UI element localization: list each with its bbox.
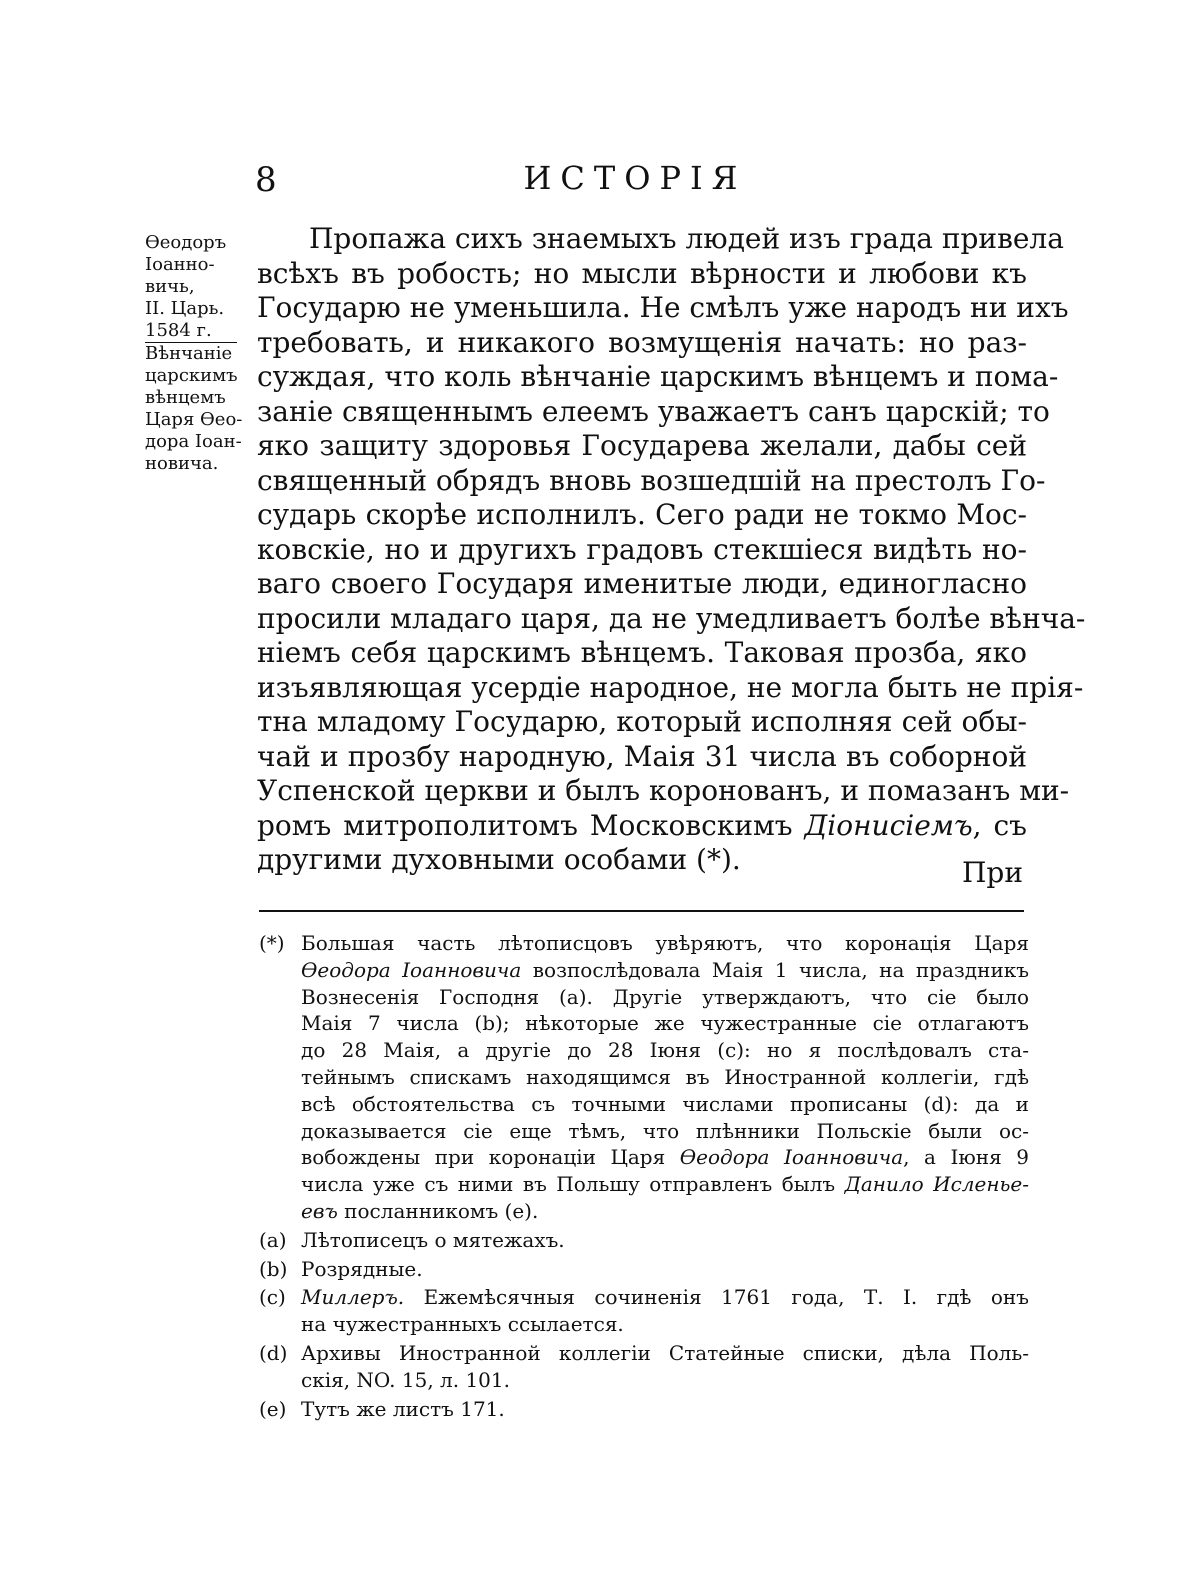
footnote-mark: (a): [259, 1227, 287, 1252]
margin-note-line: дора Іоан-: [145, 431, 242, 452]
footnote-line: на чужестранныхъ ссылается.: [301, 1312, 624, 1337]
footnote-mark: (b): [259, 1256, 288, 1281]
footnote-mark: (c): [259, 1285, 286, 1310]
footnote-d: [259, 1340, 1029, 1394]
text-line: сударь скорѣе исполнилъ. Сего ради не токмо Мос-: [257, 498, 1027, 531]
text-line: требовать, и никакого возмущенія начать: но раз-: [257, 325, 1027, 359]
page-number: 8: [255, 160, 277, 200]
footnote-line: Большая часть лѣтописцовъ увѣряютъ, что коронація Царя: [301, 931, 1029, 955]
italic-name: Ѳеодора Іоанновича: [301, 957, 522, 982]
footnote-line: [301, 1198, 1029, 1225]
footnote-line: [301, 1171, 1029, 1198]
text-segment: вобождены при коронаціи Царя: [301, 1145, 666, 1170]
text-line: священный обрядъ вновь возшедшій на престолъ Го-: [257, 463, 1046, 497]
text-segment: числа уже съ ними въ Польшу отправленъ былъ: [301, 1172, 836, 1197]
text-line: изъявляющая усердіе народное, не могла быть не прія-: [257, 670, 1084, 704]
italic-name: евъ: [301, 1198, 338, 1223]
text-segment: Ежемѣсячныя сочиненія 1761 года, Т. I. гдѣ онъ: [423, 1285, 1029, 1310]
text-line: заніе священнымъ елеемъ уважаетъ санъ царскій; то: [257, 394, 1050, 428]
text-segment: , а Іюня 9: [903, 1145, 1029, 1170]
footnote-body: [301, 930, 1029, 1225]
footnote-line: всѣ обстоятельства съ точными числами прописаны (d): да и: [301, 1091, 1029, 1116]
footnote-mark: (d): [259, 1340, 288, 1365]
footnote-line: [301, 957, 1029, 984]
text-line: чай и прозбу народную, Маія 31 числа въ соборной: [257, 739, 1027, 773]
italic-name: Діонисіемъ: [804, 808, 973, 842]
margin-note-line: вѣнцемъ: [145, 387, 226, 408]
margin-note-year: 1584 г.: [145, 320, 237, 343]
footnote-body: [301, 1256, 1029, 1283]
text-line: просили младаго царя, да не умедливаетъ болѣе вѣнча-: [257, 601, 1086, 635]
footnote-line: Тутъ же листъ 171.: [301, 1396, 505, 1421]
main-text: [257, 222, 1086, 878]
footnote-e: [259, 1396, 1029, 1423]
footnote-line: [301, 1284, 1029, 1311]
footnote-body: [301, 1396, 1029, 1423]
text-line: ваго своего Государя именитые люди, единогласно: [257, 567, 1027, 600]
footnote-body: [301, 1227, 1029, 1254]
margin-note: [145, 232, 245, 475]
catchword: При: [961, 856, 1023, 889]
footnote-line: скія, NO. 15, л. 101.: [301, 1367, 510, 1392]
text-segment: возпослѣдовала Маія 1 числа, на праздникъ: [532, 957, 1030, 982]
margin-note-line: II. Царь.: [145, 298, 225, 319]
footnote-line: тейнымъ спискамъ находящимся въ Иностранной коллегіи, гдѣ: [301, 1064, 1029, 1089]
text-line: Пропажа сихъ знаемыхъ людей изъ града привела: [309, 222, 1064, 255]
margin-note-line: новича.: [145, 453, 219, 474]
margin-note-line: Вѣнчаніе: [145, 343, 233, 364]
footnote-line: Розрядные.: [301, 1256, 423, 1281]
margin-note-line: Ѳеодоръ: [145, 232, 227, 253]
footnotes: [259, 930, 1029, 1422]
text-segment: ромъ митрополитомъ Московскимъ: [257, 808, 793, 842]
footnote-line: Лѣтописецъ о мятежахъ.: [301, 1227, 565, 1252]
text-line: Успенской церкви и былъ коронованъ, и помазанъ ми-: [257, 774, 1070, 807]
running-title: ИСТОРІЯ: [523, 159, 747, 197]
footnote-a: [259, 1227, 1029, 1254]
margin-note-line: Іоанно-: [145, 254, 215, 275]
footnote-line: [301, 1144, 1029, 1171]
footnote-mark: (*): [259, 931, 285, 955]
text-line: [257, 809, 1027, 844]
margin-note-line: Царя Ѳео-: [145, 409, 243, 430]
text-line: всѣхъ въ робость; но мысли вѣрности и любови къ: [257, 256, 1027, 290]
footnote-line: Вознесенія Господня (a). Другіе утверждаютъ, что сіе было: [301, 984, 1029, 1009]
text-line: ніемъ себя царскимъ вѣнцемъ. Таковая прозба, яко: [257, 636, 1027, 669]
footnote-line: доказывается сіе еще тѣмъ, что плѣнники Польскіе были ос-: [301, 1118, 1029, 1143]
footnote-b: [259, 1256, 1029, 1283]
footnote-line: до 28 Маія, а другіе до 28 Іюня (c): но я послѣдовалъ ста-: [301, 1038, 1029, 1063]
footnote-body: [301, 1284, 1029, 1338]
footnote-body: [301, 1340, 1029, 1394]
margin-note-line: вичь,: [145, 276, 195, 297]
italic-name: Данило Исленье-: [844, 1172, 1029, 1197]
text-line: тна младому Государю, который исполняя сей обы-: [257, 705, 1027, 738]
footnote-mark: (e): [259, 1396, 287, 1421]
text-line: суждая, что коль вѣнчаніе царскимъ вѣнцемъ и помa-: [257, 360, 1059, 393]
italic-name: Ѳеодора Іоанновича: [679, 1145, 904, 1170]
footnote-divider: [259, 910, 1024, 912]
text-segment: , съ: [972, 808, 1027, 842]
text-line: ковскіе, но и другихъ градовъ стекшіеся видѣть но-: [257, 532, 1027, 566]
footnote-c: [259, 1284, 1029, 1338]
text-segment: посланникомъ (e).: [344, 1198, 539, 1223]
footnote-star: [259, 930, 1029, 1225]
text-line: Государю не уменьшила. Не смѣлъ уже народъ ни ихъ: [257, 291, 1069, 324]
text-line: яко защиту здоровья Государева желали, дабы сей: [257, 429, 1027, 462]
margin-note-line: царскимъ: [145, 365, 238, 386]
footnote-line: Архивы Иностранной коллегіи Статейные списки, дѣла Поль-: [301, 1340, 1029, 1365]
italic-name: Миллеръ.: [301, 1285, 405, 1310]
text-line: другими духовными особами (*).: [257, 843, 741, 876]
footnote-line: Маія 7 числа (b); нѣкоторые же чужестранные сіе отлагаютъ: [301, 1011, 1029, 1036]
